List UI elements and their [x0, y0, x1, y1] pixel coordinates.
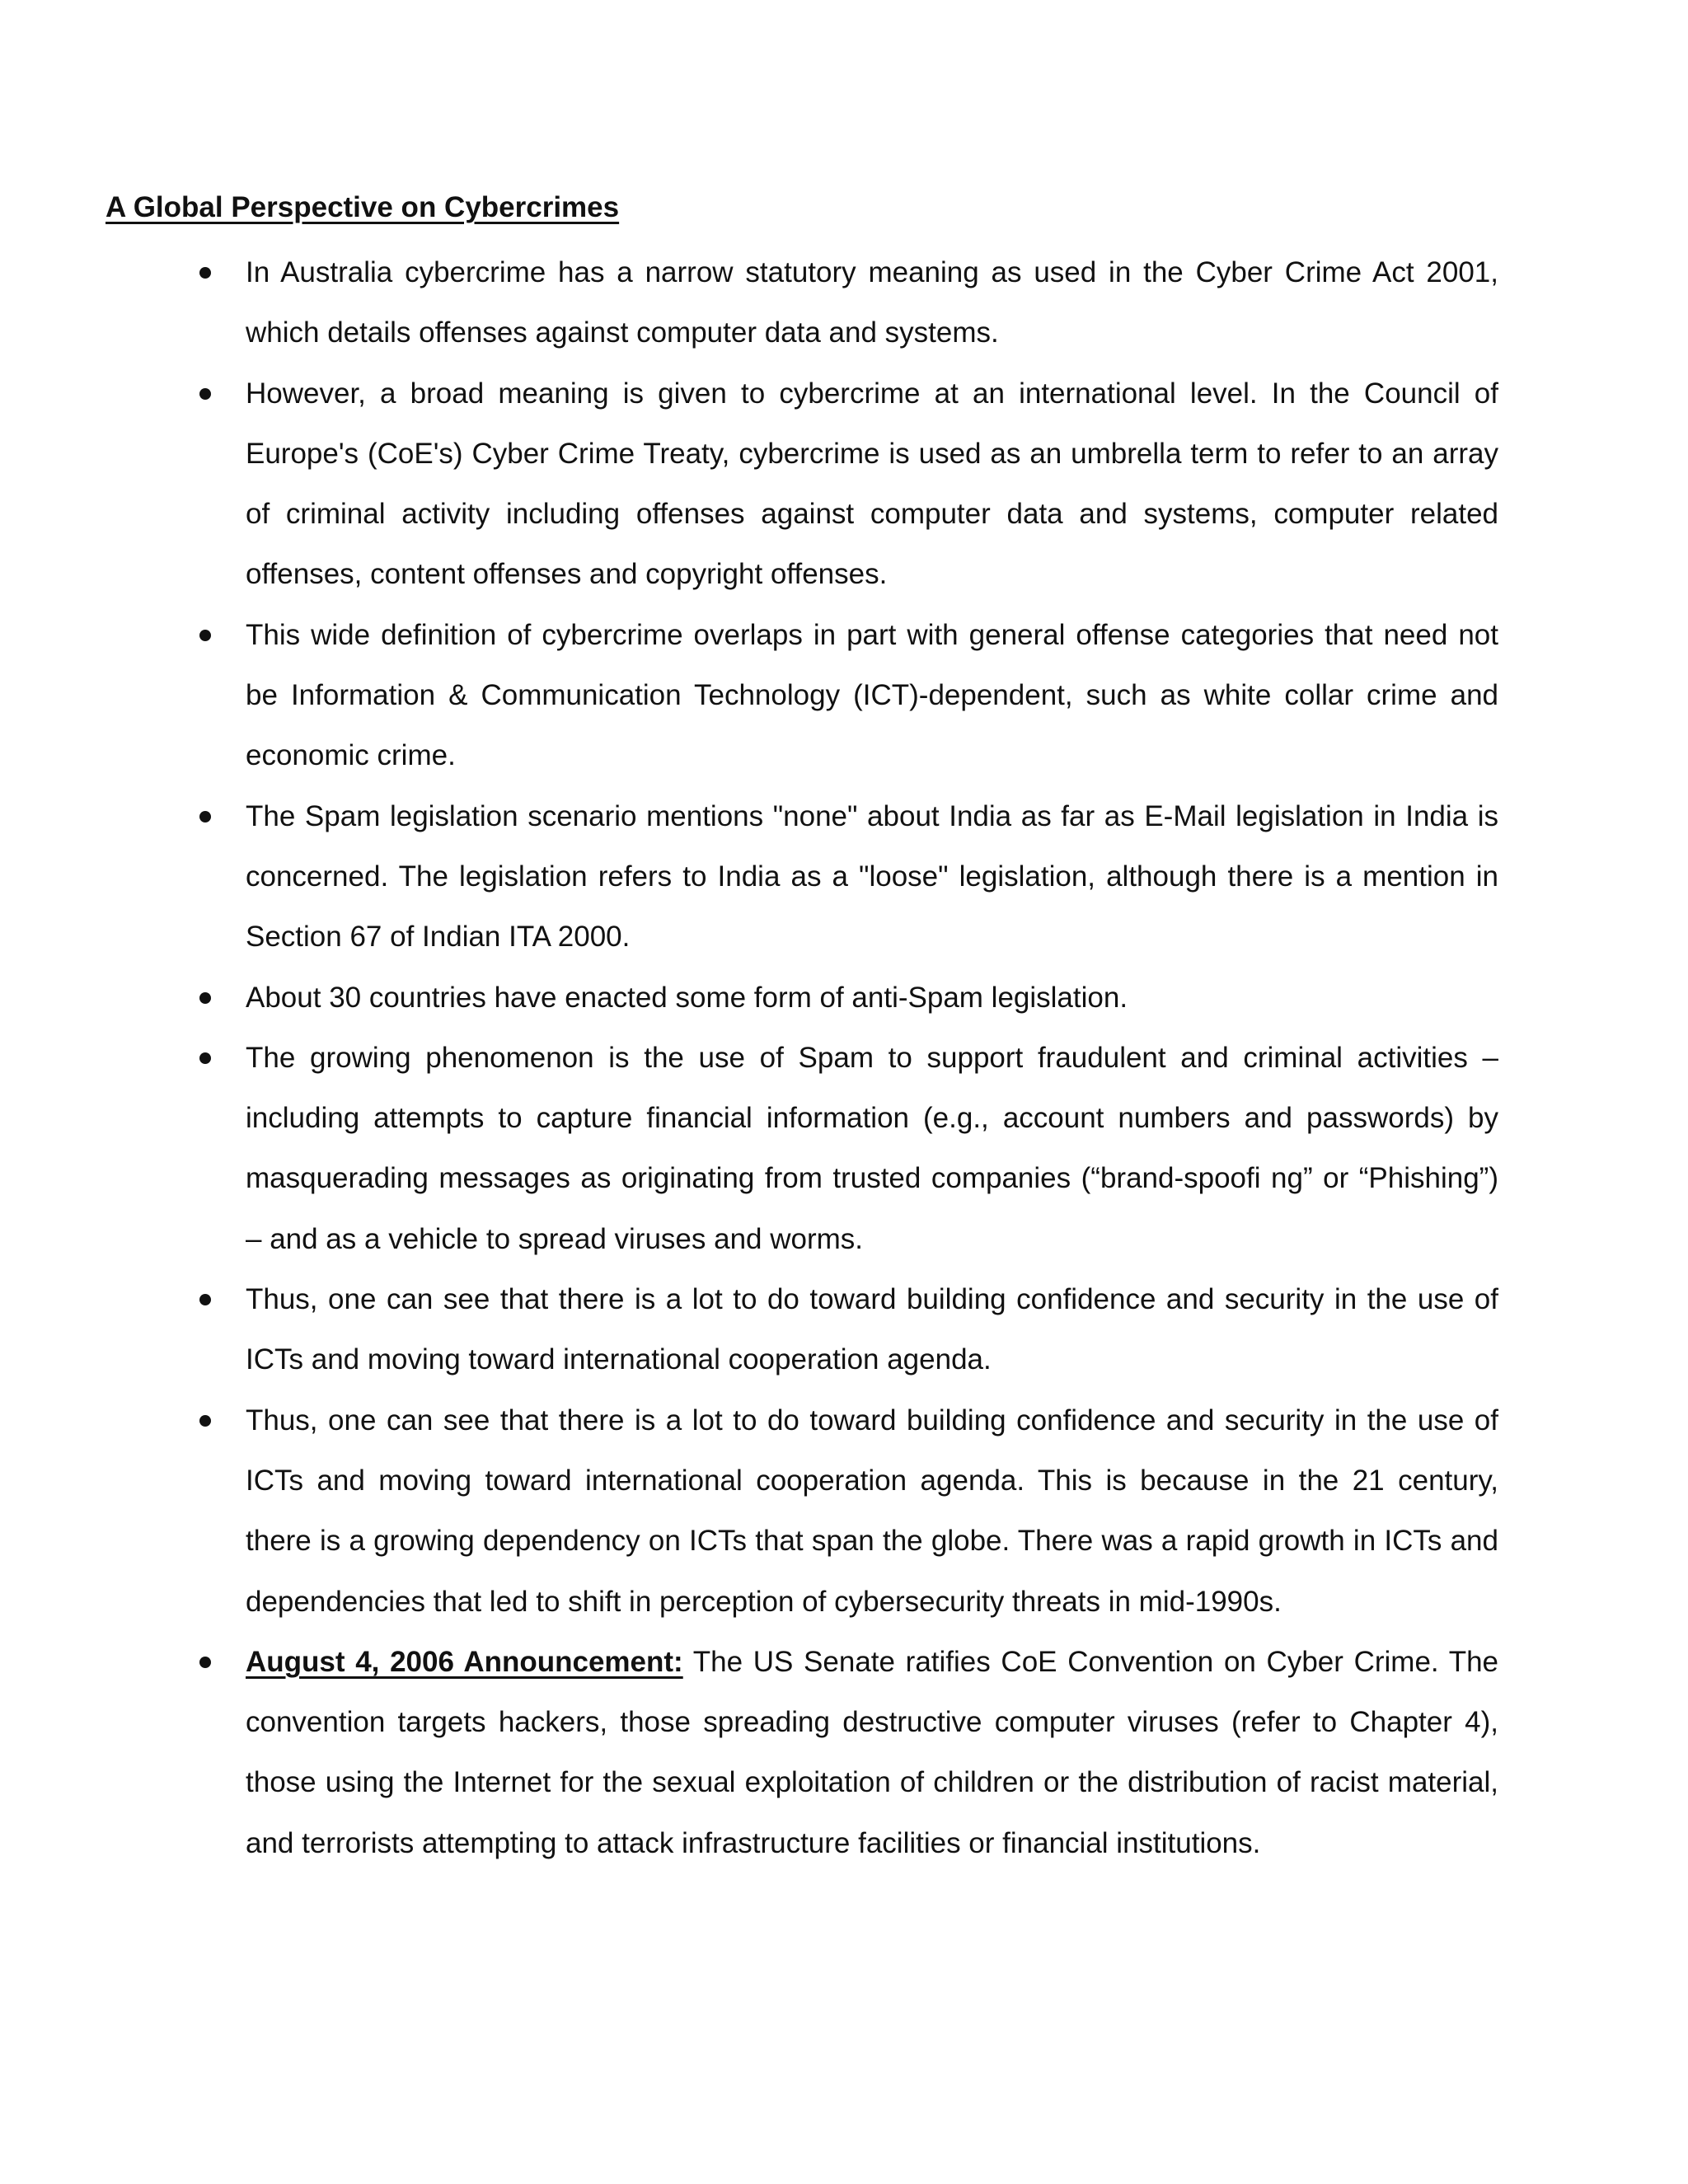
bullet-item	[246, 605, 1498, 786]
bullet-item	[246, 1390, 1498, 1632]
bullet-text: In Australia cybercrime has a narrow statutory meaning as used in the Cyber Crime Act 2001, which details offenses against computer data and systems.	[246, 256, 1498, 349]
bullet-dot-icon	[199, 1052, 211, 1064]
bullet-lead: August 4, 2006 Announcement:	[246, 1645, 683, 1678]
bullet-item	[246, 363, 1498, 605]
bullet-dot-icon	[199, 1294, 211, 1305]
bullet-dot-icon	[199, 388, 211, 400]
bullet-text: The growing phenomenon is the use of Spam to support fraudulent and criminal activities – including attempts to capture financial information (e.g., account numbers and passwords) by masquerading messages as originating from trusted companies (“brand-spoofi ng” or “Phishing”) – and as a vehicle to spread viruses and worms.	[246, 1041, 1498, 1255]
bullet-text: The Spam legislation scenario mentions "none" about India as far as E-Mail legislation in India is concerned. The legislation refers to India as a "loose" legislation, although there is a mention in Section 67 of Indian ITA 2000.	[246, 799, 1498, 954]
document-title: A Global Perspective on Cybercrimes	[106, 191, 620, 223]
bullet-dot-icon	[199, 992, 211, 1004]
bullet-item	[246, 1028, 1498, 1269]
bullet-dot-icon	[199, 267, 211, 279]
bullet-dot-icon	[199, 811, 211, 823]
bullet-item	[246, 968, 1498, 1028]
bullet-item	[246, 1269, 1498, 1390]
bullet-dot-icon	[199, 630, 211, 641]
bullet-text: This wide definition of cybercrime overlaps in part with general offense categories that need not be Information & Communication Technology (ICT)-dependent, such as white collar crime and economic crime.	[246, 618, 1498, 772]
bullet-dot-icon	[199, 1657, 211, 1668]
bullet-text: About 30 countries have enacted some form of anti-Spam legislation.	[246, 981, 1128, 1014]
bullet-text: Thus, one can see that there is a lot to do toward building confidence and security in the use of ICTs and moving toward international cooperation agenda. This is because in the 21 century, there is a growing dependency on ICTs that span the globe. There was a rapid growth in ICTs and dependencies that led to shift in perception of cybersecurity threats in mid-1990s.	[246, 1404, 1498, 1618]
bullet-text: However, a broad meaning is given to cybercrime at an international level. In the Council of Europe's (CoE's) Cyber Crime Treaty, cybercrime is used as an umbrella term to refer to an array of criminal activity including offenses against computer data and systems, computer related offenses, content offenses and copyright offenses.	[246, 377, 1498, 591]
bullet-item	[246, 1632, 1498, 1873]
bullet-list	[246, 242, 1498, 1873]
bullet-item	[246, 242, 1498, 363]
bullet-text: The US Senate ratifies CoE Convention on Cyber Crime. The convention targets hackers, those spreading destructive computer viruses (refer to Chapter 4), those using the Internet for the sexual exploitation of children or the distribution of racist material, and terrorists attempting to attack infrastructure facilities or financial institutions.	[246, 1645, 1499, 1859]
bullet-text: Thus, one can see that there is a lot to do toward building confidence and security in the use of ICTs and moving toward international cooperation agenda.	[246, 1283, 1498, 1376]
bullet-dot-icon	[199, 1415, 211, 1427]
bullet-item	[246, 786, 1498, 968]
